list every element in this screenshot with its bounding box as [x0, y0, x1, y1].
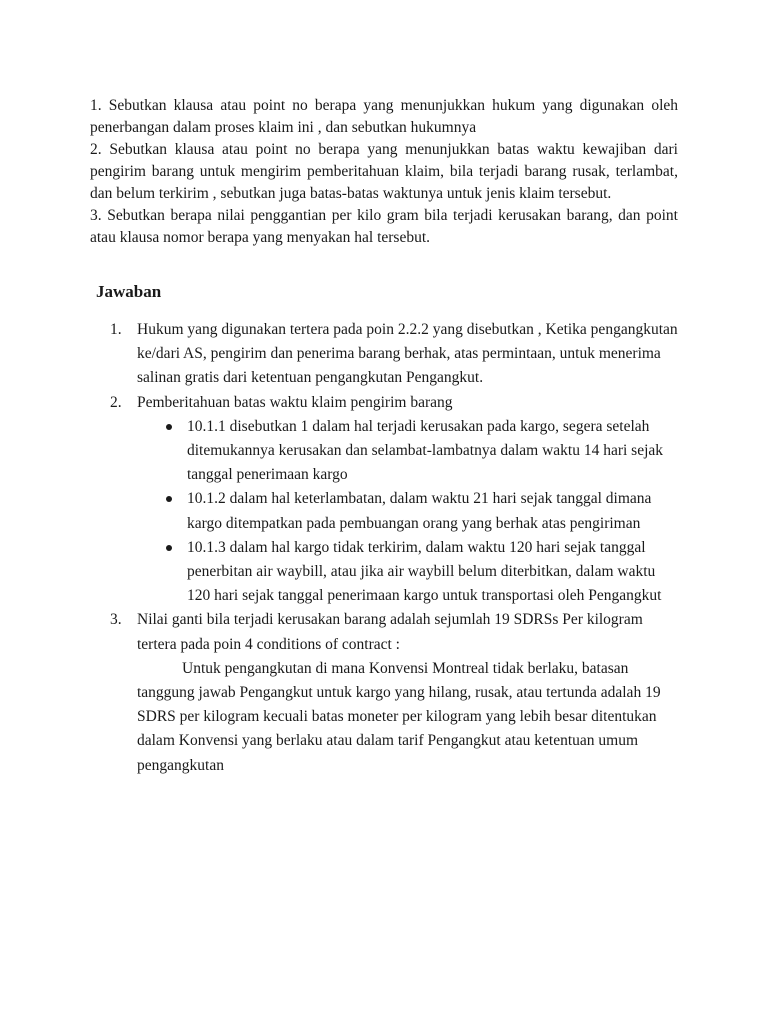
- answer-item-3: [110, 608, 680, 777]
- answer-list: [110, 318, 680, 778]
- bullet-text: 10.1.2 dalam hal keterlambatan, dalam waktu 21 hari sejak tanggal dimana kargo ditempatkan pada pembuangan orang yang berhak atas pengiriman: [187, 490, 652, 532]
- answer-number: 3.: [110, 611, 122, 629]
- bullet-icon: [166, 424, 172, 430]
- question-2: 2. Sebutkan klausa atau point no berapa yang menunjukkan batas waktu kewajiban dari pengirim barang untuk mengirim pemberitahuan klaim, bila terjadi barang rusak, terlambat, dan belum terkirim , sebutkan juga batas-batas waktunya untuk jenis klaim tersebut.: [90, 141, 678, 202]
- bullet-item: [161, 415, 680, 488]
- answers-heading: Jawaban: [96, 282, 162, 301]
- questions-block: [90, 95, 678, 249]
- answer-number: 2.: [110, 393, 122, 411]
- bullet-icon: [166, 496, 172, 502]
- bullet-text: 10.1.3 dalam hal kargo tidak terkirim, dalam waktu 120 hari sejak tanggal penerbitan air waybill, atau jika air waybill belum diterbitkan, dalam waktu 120 hari sejak tanggal penerimaan kargo untuk transportasi oleh Pengangkut: [187, 538, 662, 605]
- question-3: 3. Sebutkan berapa nilai penggantian per kilo gram bila terjadi kerusakan barang, dan point atau klausa nomor berapa yang menyakan hal tersebut.: [90, 207, 678, 246]
- deadline-bullet-list: [161, 415, 680, 609]
- bullet-icon: [166, 545, 172, 551]
- answer-text: Nilai ganti bila terjadi kerusakan barang adalah sejumlah 19 SDRSs Per kilogram tertera pada poin 4 conditions of contract :: [137, 611, 643, 653]
- bullet-text: 10.1.1 disebutkan 1 dalam hal terjadi kerusakan pada kargo, segera setelah ditemukannya kerusakan dan selambat-lambatnya dalam waktu 14 hari sejak tanggal penerimaan kargo: [187, 417, 664, 484]
- bullet-item: [161, 487, 680, 535]
- answers-block: [110, 318, 680, 778]
- question-1: 1. Sebutkan klausa atau point no berapa yang menunjukkan hukum yang digunakan oleh penerbangan dalam proses klaim ini , dan sebutkan hukumnya: [90, 97, 678, 136]
- answer-item-1: [110, 318, 680, 391]
- answer-number: 1.: [110, 321, 122, 338]
- bullet-item: [161, 536, 680, 609]
- answer-quote: Untuk pengangkutan di mana Konvensi Montreal tidak berlaku, batasan tanggung jawab Pengangkut untuk kargo yang hilang, rusak, atau tertunda adalah 19 SDRS per kilogram kecuali batas moneter per kilogram yang lebih besar ditentukan dalam Konvensi yang berlaku atau dalam tarif Pengangkut atau ketentuan umum pengangkutan: [137, 659, 661, 774]
- answer-text: Pemberitahuan batas waktu klaim pengirim barang: [137, 393, 453, 411]
- answer-text: Hukum yang digunakan tertera pada poin 2.2.2 yang disebutkan , Ketika pengangkutan ke/dari AS, pengirim dan penerima barang berhak, atas permintaan, untuk menerima salinan gratis dari ketentuan pengangkutan Pengangkut.: [137, 321, 678, 387]
- answer-item-2: [110, 391, 680, 609]
